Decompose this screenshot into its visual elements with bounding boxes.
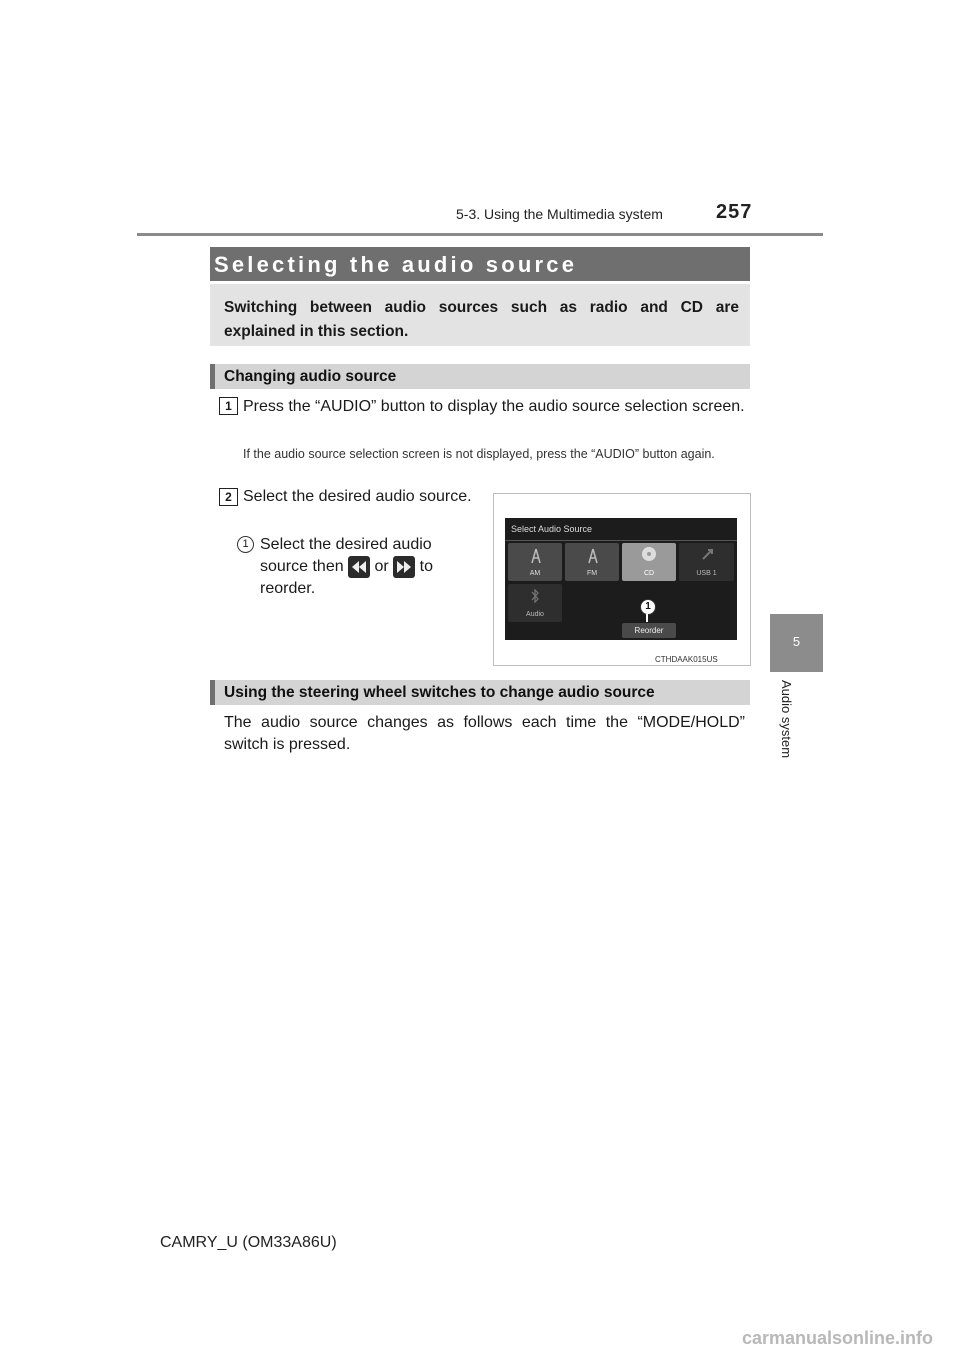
reorder-instruction-a: Select the desired audio source then — [260, 536, 432, 576]
step-1-note: If the audio source selection screen is not displayed, press the “AUDIO” button again. — [243, 447, 715, 461]
step-2-subtext — [260, 534, 480, 600]
figure-code: CTHDAAK015US — [655, 655, 718, 664]
step-2-text: Select the desired audio source. — [243, 488, 472, 505]
reorder-instruction-b: to reorder. — [260, 558, 433, 598]
intro-text: Switching between audio sources such as radio and CD are explained in this section. — [224, 299, 739, 340]
subheading-changing-audio-source: Changing audio source — [224, 368, 397, 385]
source-button-usb[interactable] — [679, 543, 734, 581]
antenna-icon — [587, 547, 599, 565]
disc-icon — [641, 546, 657, 562]
steering-switch-text: The audio source changes as follows each time the “MODE/HOLD” switch is pressed. — [224, 714, 745, 753]
callout-number: 1 — [237, 536, 254, 553]
source-label-audio: Audio — [526, 611, 544, 618]
figure-callout-1: 1 — [640, 599, 656, 615]
section-title: 5-3. Using the Multimedia system — [456, 206, 663, 222]
chapter-label: Audio system — [779, 680, 794, 759]
source-label-cd: CD — [643, 570, 655, 577]
subheading-steering-wheel-switches: Using the steering wheel switches to change audio source — [224, 684, 655, 701]
source-label-am: AM — [529, 570, 541, 577]
page-number: 257 — [716, 201, 753, 223]
step-number-2: 2 — [219, 488, 238, 506]
screen-divider — [505, 540, 737, 541]
page-title: Selecting the audio source — [214, 252, 578, 277]
rewind-icon — [348, 556, 370, 578]
callout-leader — [646, 614, 648, 622]
watermark: carmanualsonline.info — [742, 1328, 934, 1348]
reorder-button[interactable]: Reorder — [622, 623, 676, 638]
step-1-text: Press the “AUDIO” button to display the audio source selection screen. — [243, 398, 745, 415]
bluetooth-icon — [530, 588, 540, 604]
source-label-usb: USB 1 — [696, 570, 717, 577]
footer-model-code: CAMRY_U (OM33A86U) — [160, 1234, 337, 1251]
step-number-1: 1 — [219, 397, 238, 415]
source-button-cd[interactable] — [622, 543, 676, 581]
source-button-fm[interactable] — [565, 543, 619, 581]
chapter-tab[interactable]: 5 — [770, 614, 823, 672]
reorder-instruction-or: or — [374, 558, 389, 576]
screen-title: Select Audio Source — [511, 524, 593, 534]
header-divider — [137, 233, 823, 236]
usb-icon — [700, 547, 714, 563]
antenna-icon — [530, 547, 542, 565]
source-label-fm: FM — [586, 570, 598, 577]
audio-source-screen — [505, 518, 737, 640]
source-button-am[interactable] — [508, 543, 562, 581]
source-button-bluetooth-audio[interactable] — [508, 584, 562, 622]
fast-forward-icon — [393, 556, 415, 578]
